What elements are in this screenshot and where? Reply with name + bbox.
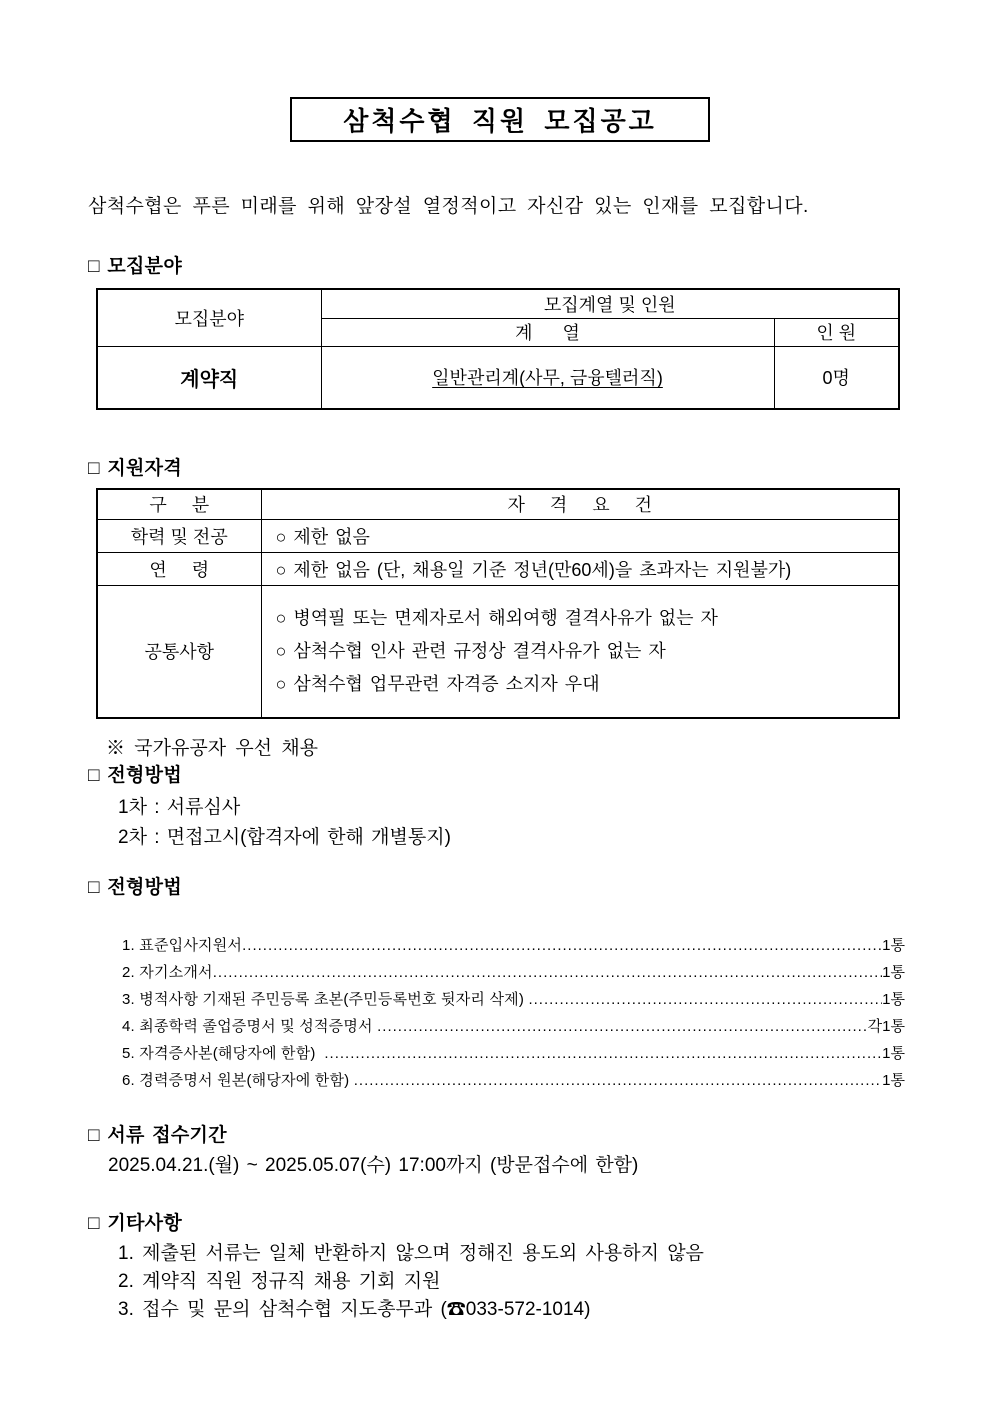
etc-item-2: 2. 계약직 직원 정규직 채용 기회 지원 bbox=[118, 1271, 441, 1292]
priority-note: ※ 국가유공자 우선 채용 bbox=[106, 738, 319, 759]
table-row bbox=[97, 585, 899, 718]
doc-count: 1통 bbox=[882, 1045, 905, 1062]
heading-submission-period: □ 서류 접수기간 bbox=[88, 1125, 227, 1146]
recruit-table bbox=[96, 288, 900, 410]
list-item bbox=[122, 959, 905, 986]
qual-row-label: 학력 및 전공 bbox=[97, 519, 261, 552]
heading-etc: □ 기타사항 bbox=[88, 1213, 182, 1234]
dot-leader bbox=[324, 1040, 882, 1067]
recruit-table-col-header: 모집분야 bbox=[97, 289, 321, 346]
table-row bbox=[97, 552, 899, 585]
doc-count: 1통 bbox=[882, 991, 905, 1008]
recruit-table-group-header: 모집계열 및 인원 bbox=[321, 289, 899, 318]
document-list bbox=[122, 932, 905, 1094]
qual-row-label: 연 령 bbox=[97, 552, 261, 585]
qualification-table bbox=[96, 488, 900, 719]
recruit-count-cell: 0명 bbox=[774, 346, 899, 409]
table-row bbox=[97, 346, 899, 409]
heading-qualification: □ 지원자격 bbox=[88, 458, 182, 479]
selection-step-2: 2차 : 면접고시(합격자에 한해 개별통지) bbox=[118, 827, 451, 848]
qual-row-content: ○ 제한 없음 (단, 채용일 기준 정년(만60세)을 초과자는 지원불가) bbox=[261, 552, 899, 585]
qual-common-line: ○ 병역필 또는 면제자로서 해외여행 결격사유가 없는 자 bbox=[275, 607, 718, 628]
dot-leader bbox=[528, 986, 882, 1013]
qual-row-label: 공통사항 bbox=[97, 585, 261, 718]
intro-text: 삼척수협은 푸른 미래를 위해 앞장설 열정적이고 자신감 있는 인재를 모집합니다. bbox=[88, 196, 809, 217]
title-box bbox=[290, 97, 710, 142]
list-item bbox=[122, 1013, 905, 1040]
table-row bbox=[97, 519, 899, 552]
qual-row-content bbox=[261, 585, 899, 718]
list-item bbox=[122, 1040, 905, 1067]
doc-count: 각1통 bbox=[867, 1018, 905, 1035]
doc-label: 4. 최종학력 졸업증명서 및 성적증명서 bbox=[122, 1018, 378, 1035]
qual-common-line: ○ 삼척수협 업무관련 자격증 소지자 우대 bbox=[275, 673, 600, 694]
selection-step-1: 1차 : 서류심사 bbox=[118, 797, 241, 818]
recruit-table-count-header: 인 원 bbox=[774, 318, 899, 346]
qual-row-content: ○ 제한 없음 bbox=[261, 519, 899, 552]
doc-label: 3. 병적사항 기재된 주민등록 초본(주민등록번호 뒷자리 삭제) bbox=[122, 991, 529, 1008]
doc-label: 6. 경력증명서 원본(해당자에 한함) bbox=[122, 1072, 354, 1089]
etc-item-1: 1. 제출된 서류는 일체 반환하지 않으며 정해진 용도외 사용하지 않음 bbox=[118, 1243, 704, 1264]
recruit-table-series-header: 계 열 bbox=[321, 318, 774, 346]
list-item bbox=[122, 1067, 905, 1094]
doc-label: 2. 자기소개서 bbox=[122, 964, 213, 981]
doc-count: 1통 bbox=[882, 937, 905, 954]
heading-documents: □ 전형방법 bbox=[88, 877, 182, 898]
recruit-field-cell: 계약직 bbox=[97, 346, 321, 409]
list-item bbox=[122, 932, 905, 959]
dot-leader bbox=[213, 959, 882, 986]
dot-leader bbox=[377, 1013, 868, 1040]
list-item bbox=[122, 986, 905, 1013]
recruit-series-cell: 일반관리계(사무, 금융텔러직) bbox=[321, 346, 774, 409]
heading-selection-method: □ 전형방법 bbox=[88, 765, 182, 786]
dot-leader bbox=[354, 1067, 882, 1094]
doc-label: 5. 자격증사본(해당자에 한함) bbox=[122, 1045, 325, 1062]
heading-recruit-field: □ 모집분야 bbox=[88, 256, 182, 277]
page-title: 삼척수협 직원 모집공고 bbox=[343, 106, 657, 136]
dot-leader bbox=[242, 932, 882, 959]
qual-table-col1-header: 구 분 bbox=[97, 489, 261, 519]
qual-table-col2-header: 자 격 요 건 bbox=[261, 489, 899, 519]
qual-common-line: ○ 삼척수협 인사 관련 규정상 결격사유가 없는 자 bbox=[275, 640, 666, 661]
doc-label: 1. 표준입사지원서 bbox=[122, 937, 243, 954]
doc-count: 1통 bbox=[882, 1072, 905, 1089]
etc-item-3: 3. 접수 및 문의 삼척수협 지도총무과 (☎033-572-1014) bbox=[118, 1299, 591, 1320]
submission-period-dates: 2025.04.21.(월) ~ 2025.05.07(수) 17:00까지 (방문접수에 한함) bbox=[108, 1155, 639, 1176]
doc-count: 1통 bbox=[882, 964, 905, 981]
